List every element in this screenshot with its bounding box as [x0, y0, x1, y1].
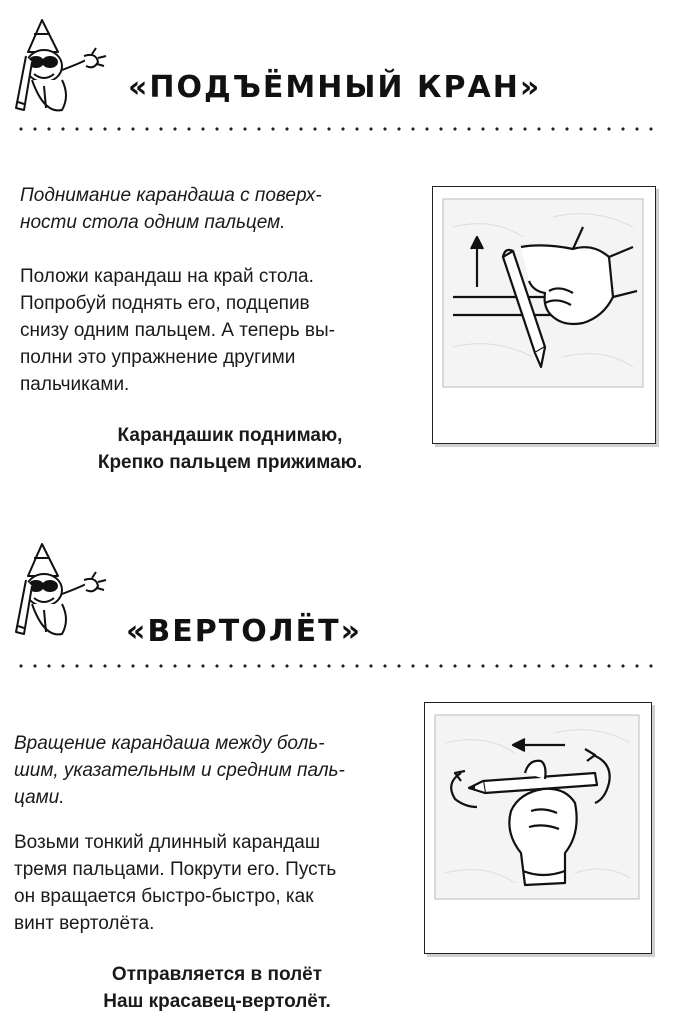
exercise-instructions: [20, 263, 410, 398]
illustration-card: [432, 186, 656, 444]
rhyme-line: Отправляется в полёт: [111, 964, 323, 985]
hand-spinning-pencil-icon: [425, 703, 651, 953]
text-line: Попробуй поднять его, подцепив: [20, 293, 310, 314]
text-line: он вращается быстро-быстро, как: [14, 886, 314, 907]
dotted-divider: [14, 126, 660, 132]
text-line: Возьми тонкий длинный карандаш: [14, 832, 321, 853]
text-line: пальчиками.: [20, 374, 130, 395]
hand-lifting-pencil-icon: [433, 187, 655, 443]
rhyme-line: Карандашик поднимаю,: [117, 425, 343, 446]
text-line: Поднимание карандаша с поверх-: [20, 185, 322, 206]
pencil-boy-mascot-icon: [14, 16, 112, 116]
exercise-description: [20, 182, 410, 236]
rhyme-line: Крепко пальцем прижимаю.: [97, 452, 363, 473]
text-line: Вращение карандаша между боль-: [14, 733, 325, 754]
exercise-instructions: [14, 829, 406, 937]
text-line: Положи карандаш на край стола.: [20, 266, 314, 287]
text-line: винт вертолёта.: [14, 913, 155, 934]
text-line: ности стола одним пальцем.: [20, 212, 286, 233]
text-line: цами.: [14, 787, 65, 808]
exercise-rhyme: [14, 961, 420, 1015]
illustration-card: [424, 702, 652, 954]
pencil-boy-mascot-icon: [14, 540, 112, 640]
text-line: снизу одним пальцем. А теперь вы-: [20, 320, 335, 341]
section-title: «ВЕРТОЛЁТ»: [126, 614, 362, 649]
text-line: шим, указательным и средним паль-: [14, 760, 345, 781]
text-line: тремя пальцами. Покрути его. Пусть: [14, 859, 337, 880]
dotted-divider: [14, 663, 660, 669]
rhyme-line: Наш красавец-вертолёт.: [103, 991, 331, 1012]
exercise-description: [14, 730, 406, 811]
exercise-rhyme: [20, 422, 440, 476]
section-title: «ПОДЪЁМНЫЙ КРАН»: [128, 70, 542, 105]
text-line: полни это упражнение другими: [20, 347, 296, 368]
